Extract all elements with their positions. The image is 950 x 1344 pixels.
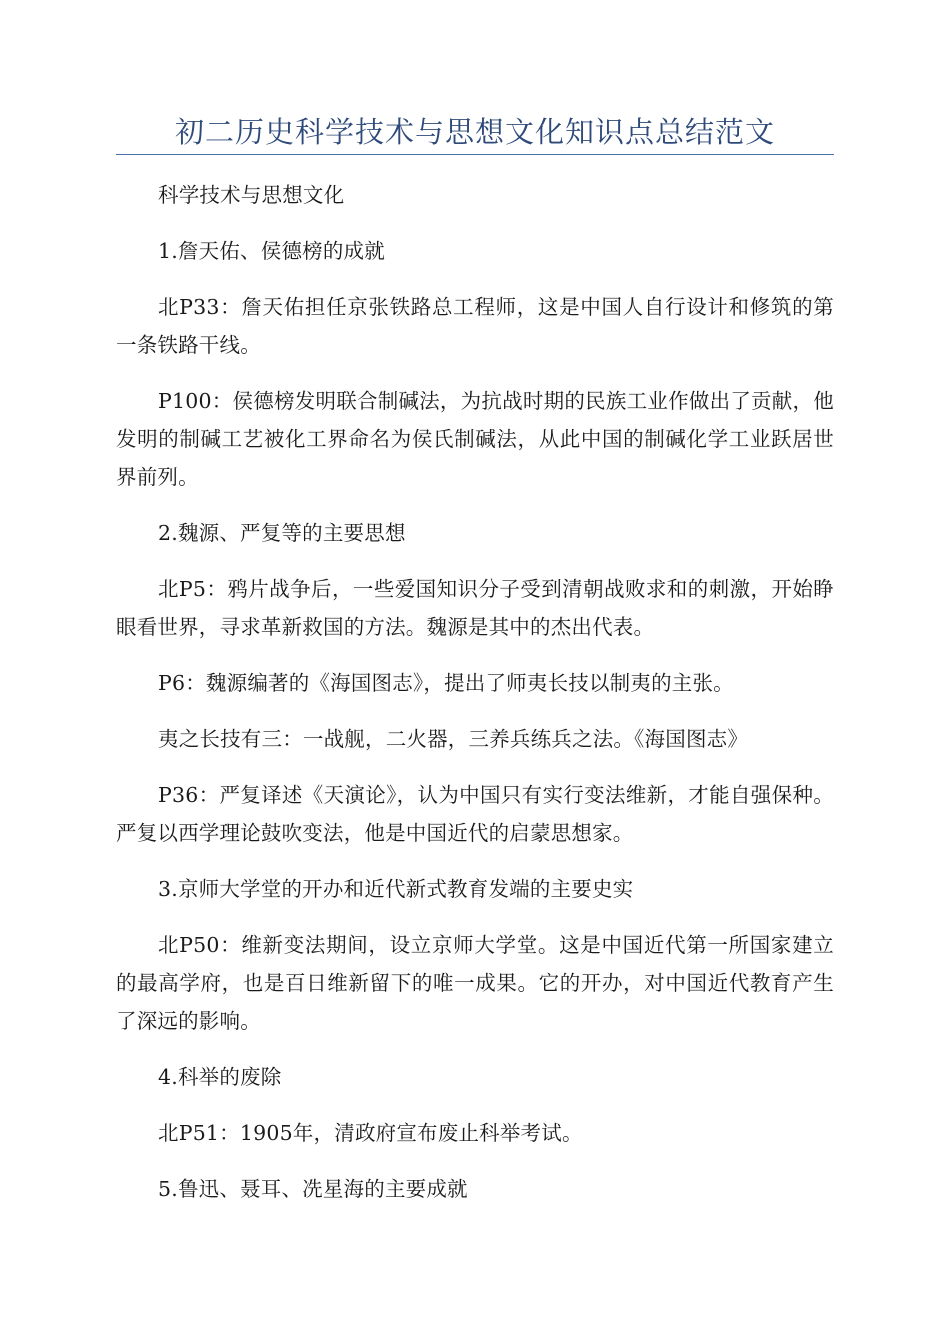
document-body: [116, 176, 834, 1226]
paragraph: P6：魏源编著的《海国图志》，提出了师夷长技以制夷的主张。: [158, 671, 734, 695]
paragraph: 北P50：维新变法期间，设立京师大学堂。这是中国近代第一所国家建立的最高学府，也是百日维新留下的唯一成果。它的开办，对中国近代教育产生了深远的影响。: [116, 933, 834, 1033]
section-heading: 科学技术与思想文化: [158, 183, 345, 207]
subsection-heading-1: 1.詹天佑、侯德榜的成就: [158, 239, 385, 263]
paragraph: 北P5：鸦片战争后，一些爱国知识分子受到清朝战败求和的刺激，开始睁眼看世界，寻求革新救国的方法。魏源是其中的杰出代表。: [116, 577, 834, 639]
paragraph: P100：侯德榜发明联合制碱法，为抗战时期的民族工业作做出了贡献，他发明的制碱工艺被化工界命名为侯氏制碱法，从此中国的制碱化学工业跃居世界前列。: [116, 389, 834, 489]
paragraph: P36：严复译述《天演论》，认为中国只有实行变法维新，才能自强保种。严复以西学理论鼓吹变法，他是中国近代的启蒙思想家。: [116, 783, 834, 845]
paragraph: 夷之长技有三：一战舰，二火器，三养兵练兵之法。《海国图志》: [158, 727, 749, 751]
title-underline: [116, 154, 834, 155]
document-title: 初二历史科学技术与思想文化知识点总结范文: [174, 115, 775, 149]
paragraph: 北P33：詹天佑担任京张铁路总工程师，这是中国人自行设计和修筑的第一条铁路干线。: [116, 295, 834, 357]
subsection-heading-2: 2.魏源、严复等的主要思想: [158, 521, 406, 545]
subsection-heading-4: 4.科举的废除: [158, 1065, 282, 1089]
subsection-heading-3: 3.京师大学堂的开办和近代新式教育发端的主要史实: [158, 877, 634, 901]
subsection-heading-5: 5.鲁迅、聂耳、冼星海的主要成就: [158, 1177, 468, 1201]
paragraph: 北P51：1905年，清政府宣布废止科举考试。: [158, 1121, 583, 1145]
